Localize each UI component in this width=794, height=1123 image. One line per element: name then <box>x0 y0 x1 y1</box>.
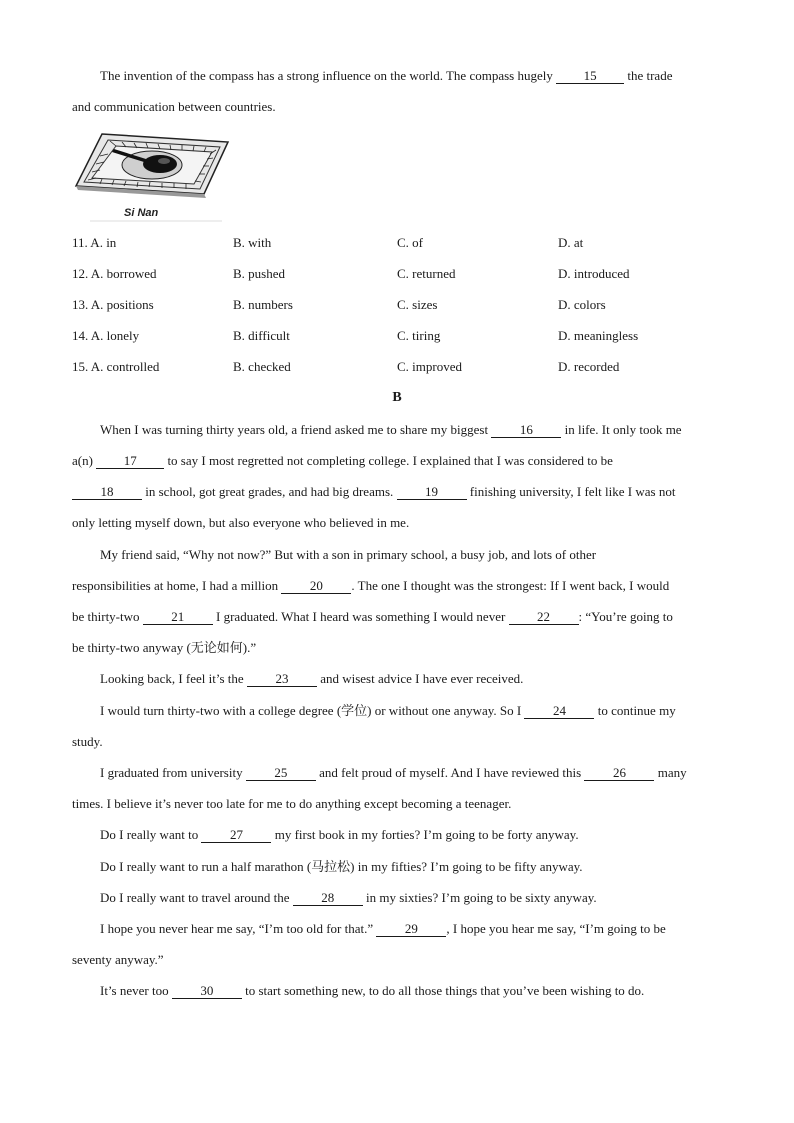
blank-19: 19 <box>397 485 467 500</box>
passage-line-13: times. I believe it’s never too late for me to do anything except becoming a teenager. <box>72 796 512 811</box>
passage-line-15: Do I really want to run a half marathon (马拉松) in my fifties? I’m going to be fifty anyway. <box>100 859 583 874</box>
option-11-b: B. with <box>233 235 272 250</box>
option-14-b: B. difficult <box>233 328 290 343</box>
passage-line-19 <box>100 983 644 999</box>
passage-line-1 <box>100 422 682 438</box>
passage-text: responsibilities at home, I had a million <box>72 578 282 593</box>
passage-line-14 <box>100 827 579 843</box>
intro-line-1 <box>100 68 672 84</box>
passage-text: Looking back, I feel it’s the <box>100 671 247 686</box>
passage-line-11: study. <box>72 734 103 749</box>
passage-text: I graduated from university <box>100 765 246 780</box>
passage-text: It’s never too <box>100 983 172 998</box>
blank-27: 27 <box>201 828 271 843</box>
passage-line-18: seventy anyway.” <box>72 952 164 967</box>
passage-line-9 <box>100 671 523 687</box>
option-12-b: B. pushed <box>233 266 285 281</box>
passage-text: I hope you never hear me say, “I’m too old for that.” <box>100 921 377 936</box>
passage-text: to continue my <box>594 703 676 718</box>
option-11-a: 11. A. in <box>72 235 117 250</box>
intro-text: The invention of the compass has a strong influence on the world. The compass hugely <box>100 68 557 83</box>
blank-15: 15 <box>556 69 624 84</box>
option-14-a: 14. A. lonely <box>72 328 140 343</box>
option-14-d: D. meaningless <box>558 328 639 343</box>
passage-text: I would turn thirty-two with a college degree (学位) or without one anyway. So I <box>100 703 525 718</box>
intro-text-end: the trade <box>624 68 673 83</box>
si-nan-caption: Si Nan <box>124 207 159 219</box>
option-13-a: 13. A. positions <box>72 297 154 312</box>
section-b-heading: B <box>392 390 402 405</box>
option-12-a: 12. A. borrowed <box>72 266 157 281</box>
passage-text: , I hope you hear me say, “I’m going to be <box>446 921 666 936</box>
passage-line-8: be thirty-two anyway (无论如何).” <box>72 640 257 655</box>
passage-line-5: My friend said, “Why not now?” But with a son in primary school, a busy job, and lots of other <box>100 547 597 562</box>
option-12-d: D. introduced <box>558 266 630 281</box>
passage-text: When I was turning thirty years old, a friend asked me to share my biggest <box>100 422 492 437</box>
passage-line-7 <box>72 609 673 625</box>
option-11-c: C. of <box>397 235 423 250</box>
passage-text: . The one I thought was the strongest: If I went back, I would <box>351 578 670 593</box>
blank-22: 22 <box>509 610 579 625</box>
blank-16: 16 <box>491 423 561 438</box>
blank-21: 21 <box>143 610 213 625</box>
option-14-c: C. tiring <box>397 328 441 343</box>
blank-23: 23 <box>247 672 317 687</box>
blank-25: 25 <box>246 766 316 781</box>
passage-text: many <box>654 765 687 780</box>
passage-line-6 <box>72 578 669 594</box>
passage-line-4: only letting myself down, but also everyone who believed in me. <box>72 515 410 530</box>
passage-text: and felt proud of myself. And I have reviewed this <box>315 765 585 780</box>
intro-line-2: and communication between countries. <box>72 99 276 114</box>
blank-17: 17 <box>96 454 164 469</box>
passage-text: a(n) <box>72 453 97 468</box>
passage-text: in my sixties? I’m going to be sixty anyway. <box>362 890 597 905</box>
passage-text: in school, got great grades, and had big dreams. <box>142 484 397 499</box>
passage-line-3 <box>72 484 675 500</box>
passage-text: in life. It only took me <box>561 422 682 437</box>
blank-28: 28 <box>293 891 363 906</box>
passage-text: I graduated. What I heard was something I would never <box>212 609 509 624</box>
si-nan-compass-image <box>72 132 230 222</box>
blank-18: 18 <box>72 485 142 500</box>
blank-24: 24 <box>524 704 594 719</box>
passage-line-2 <box>72 453 613 469</box>
passage-text: Do I really want to <box>100 827 202 842</box>
passage-text: to start something new, to do all those things that you’ve been wishing to do. <box>241 983 645 998</box>
blank-29: 29 <box>376 922 446 937</box>
option-13-c: C. sizes <box>397 297 438 312</box>
passage-line-16 <box>100 890 597 906</box>
passage-text: be thirty-two <box>72 609 143 624</box>
passage-text: : “You’re going to <box>578 609 673 624</box>
passage-line-17 <box>100 921 666 937</box>
option-15-b: B. checked <box>233 359 291 374</box>
blank-20: 20 <box>281 579 351 594</box>
passage-text: to say I most regretted not completing college. I explained that I was considered to be <box>164 453 613 468</box>
passage-text: and wisest advice I have ever received. <box>316 671 524 686</box>
option-15-c: C. improved <box>397 359 462 374</box>
option-15-d: D. recorded <box>558 359 620 374</box>
blank-26: 26 <box>584 766 654 781</box>
passage-line-12 <box>100 765 687 781</box>
option-13-d: D. colors <box>558 297 606 312</box>
option-12-c: C. returned <box>397 266 456 281</box>
passage-text: finishing university, I felt like I was not <box>466 484 676 499</box>
passage-text: Do I really want to travel around the <box>100 890 293 905</box>
option-13-b: B. numbers <box>233 297 293 312</box>
compass-illustration <box>72 132 230 222</box>
passage-text: my first book in my forties? I’m going to be forty anyway. <box>271 827 579 842</box>
blank-30: 30 <box>172 984 242 999</box>
option-11-d: D. at <box>558 235 584 250</box>
option-15-a: 15. A. controlled <box>72 359 160 374</box>
passage-line-10 <box>100 703 676 719</box>
